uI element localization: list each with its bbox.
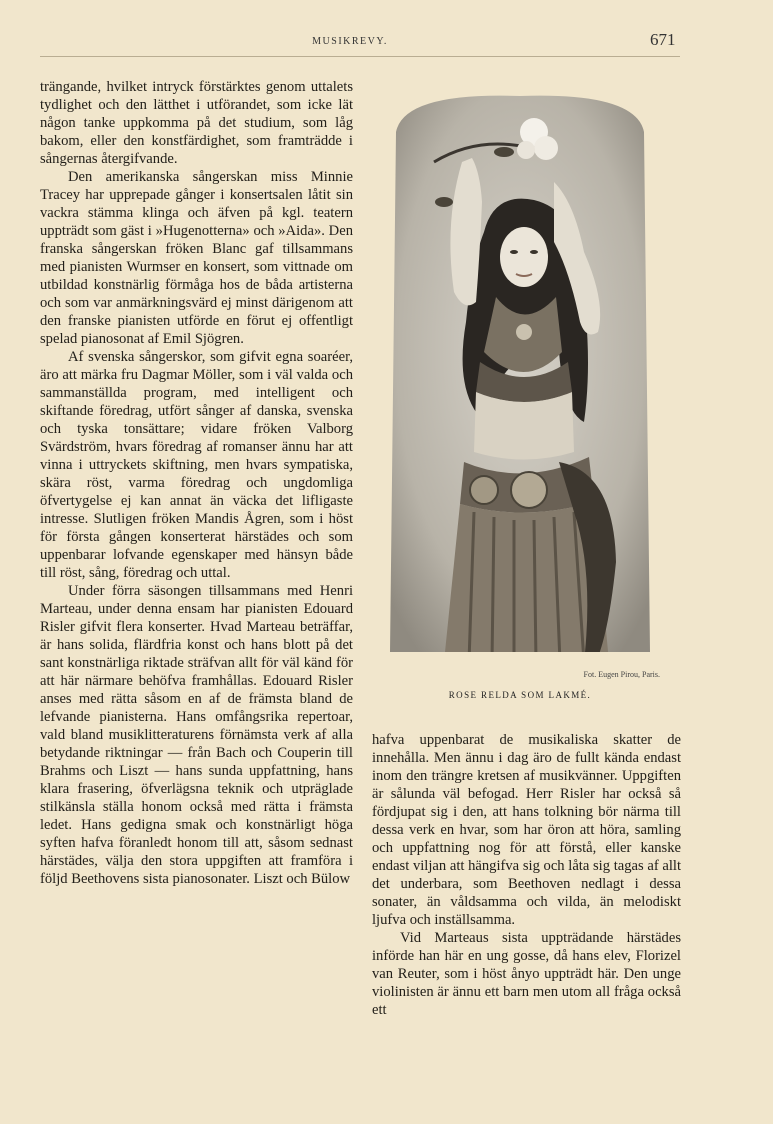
left-column	[40, 78, 353, 888]
portrait-photograph	[384, 92, 656, 662]
photo-credit: Fot. Eugen Pirou, Paris.	[583, 670, 660, 679]
paragraph: Vid Marteaus sista uppträdande härstädes införde han här en ung gosse, då hans elev, Florizel van Reuter, som i höst ånyo uppträdt här. Den unge violinisten är ännu ett barn men utom all fråga också ett	[372, 930, 681, 1018]
paragraph: Den amerikanska sångerskan miss Minnie Tracey har upprepade gånger i konsertsalen låtit sin vackra stämma klinga och äfven på kgl. teatern uppträdt som gäst i »Hugenotterna» och »Aida». Den franska sångerskan fröken Blanc gaf tillsammans med pianisten Wurmser en konsert, som vittnade om utbildad konstnärlig förmåga hos de båda artisterna och som var anmärkningsvärd ej minst därigenom att den franske pianisten utförde en förut ej offentligt spelad pianosonat af Emil Sjögren.	[40, 169, 353, 347]
header-rule	[40, 56, 680, 57]
paragraph: Under förra säsongen tillsammans med Henri Marteau, under denna ensam har pianisten Edouard Risler gifvit flera konserter. Hvad Marteau beträffar, är hans solida, flärdfria konst och hans blott på det sant konstnärliga riktade sträfvan allt för väl känd för att här närmare behöfva framhållas. Edouard Risler anses med rätta såsom en af de främsta bland de lefvande pianisterna. Hans omfångsrika repertoar, vald bland musiklitteraturens förnämsta verk af alla betydande riktningar — från Bach och Couperin till Brahms och Liszt — hans sunda uppfattning, hans klara frasering, öfverlägsna teknik och utpräglade stilkänsla ställa honom också med rätta i främsta ledet. Hans gedigna smak och konstnärligt höga syften hafva föranledt honom till att, såsom sednast härstädes, välja den stora uppgiften att framföra i följd Beethovens sista pianosonater. Liszt och Bülow	[40, 583, 353, 887]
paragraph: trängande, hvilket intryck förstärktes genom uttalets tydlighet och den lätthet i utförandet, som icke lät någon tanke uppkomma på det studium, som låg bakom, eller den konstfärdighet, som framträdde i sångernas återgifvande.	[40, 79, 353, 167]
right-column	[372, 731, 681, 1019]
paragraph: Af svenska sångerskor, som gifvit egna soaréer, äro att märka fru Dagmar Möller, som i väl valda och sammanställda program, med intelligent och skiftande föredrag, utfört sånger af danska, svenska och tyska tonsättare; vidare fröken Valborg Svärdström, hvars föredrag af romanser ännu har att vinna i uttryckets skiftning, men hvars sympatiska, skära röst, varma föredrag och ungdomliga öfvertygelse ej kan annat än väcka det lifligaste intresse. Slutligen fröken Mandis Ågren, som i höst för första gången konserterat härstädes och som uppenbarar lofvande egenskaper med hänsyn både till röst, sång, föredrag och uttal.	[40, 349, 353, 581]
paragraph: hafva uppenbarat de musikaliska skatter de innehålla. Men ännu i dag äro de fullt kända endast inom den trängre kretsen af musikvänner. Uppgiften är sålunda väl befogad. Herr Risler har också så fördjupat sig i den, att hans tolkning bör närma till dessa verk en hvar, som har öron att höra, samling och uppfattning nog för att förstå, eller kanske endast viljan att hängifva sig och låta sig tagas af allt det underbara, som Beethoven nedlagt i dessa sonater, än våldsamma och vilda, än melodiskt ljufva och inställsamma.	[372, 732, 681, 928]
figure-caption: ROSE RELDA SOM LAKMÉ.	[448, 690, 592, 700]
portrait-illustration	[384, 92, 656, 662]
running-head: MUSIKREVY.	[312, 36, 388, 47]
page-number: 671	[650, 30, 676, 49]
